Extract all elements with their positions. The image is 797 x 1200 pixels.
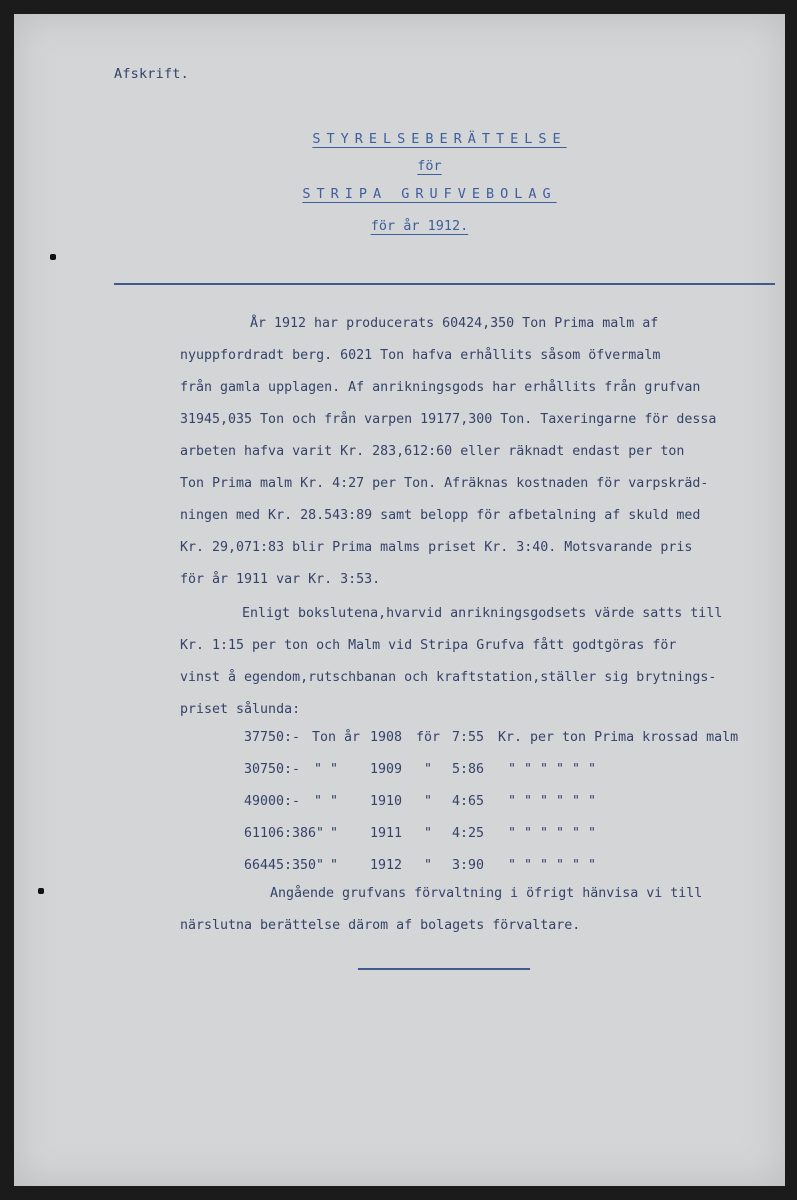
table-cell-tail: Kr. per ton Prima krossad malm	[498, 730, 739, 745]
afskrift-label: Afskrift.	[114, 66, 189, 82]
table-cell-tons: 49000:-	[244, 794, 301, 809]
text-line: vinst å egendom,rutschbanan och kraftstation,ställer sig brytnings-	[180, 670, 717, 685]
table-cell-year: 1912	[370, 858, 403, 873]
end-rule	[358, 968, 530, 970]
title-line-2: för	[417, 158, 442, 174]
table-cell-year: 1908	[370, 730, 403, 745]
text-line: från gamla upplagen. Af anrikningsgods har erhållits från grufvan	[180, 380, 701, 395]
text-line: Angående grufvans förvaltning i öfrigt hänvisa vi till	[270, 886, 703, 901]
text-line: 31945,035 Ton och från varpen 19177,300 Ton. Taxeringarne för dessa	[180, 412, 717, 427]
table-cell-unit: " "	[314, 794, 339, 809]
table-cell-price: 4:25	[452, 826, 485, 841]
table-cell-unit: "	[330, 858, 339, 873]
table-cell-year: 1911	[370, 826, 403, 841]
text-line: Kr. 29,071:83 blir Prima malms priset Kr. 3:40. Motsvarande pris	[180, 540, 693, 555]
text-line: för år 1911 var Kr. 3:53.	[180, 572, 381, 587]
table-cell-tons: 30750:-	[244, 762, 301, 777]
title-line-1: STYRELSEBERÄTTELSE	[312, 131, 567, 147]
text-line: priset sålunda:	[180, 702, 301, 717]
punch-mark	[38, 888, 44, 894]
text-line: Kr. 1:15 per ton och Malm vid Stripa Grufva fått godtgöras för	[180, 638, 677, 653]
document-page	[14, 14, 785, 1186]
table-cell-price: 5:86	[452, 762, 485, 777]
table-cell-tail: " " " " " "	[508, 858, 597, 873]
text-line: arbeten hafva varit Kr. 283,612:60 eller räknadt endast per ton	[180, 444, 685, 459]
table-cell-unit: " "	[314, 762, 339, 777]
separator-rule	[114, 283, 775, 285]
table-cell-for: "	[424, 826, 433, 841]
text-line: Ton Prima malm Kr. 4:27 per Ton. Afräknas kostnaden för varpskräd-	[180, 476, 709, 491]
text-line: nyuppfordradt berg. 6021 Ton hafva erhållits såsom öfvermalm	[180, 348, 661, 363]
table-cell-unit: "	[330, 826, 339, 841]
text-line: närslutna berättelse därom af bolagets förvaltare.	[180, 918, 581, 933]
text-line: År 1912 har producerats 60424,350 Ton Prima malm af	[250, 316, 659, 331]
table-cell-year: 1910	[370, 794, 403, 809]
table-cell-tons: 37750:-	[244, 730, 301, 745]
table-cell-tons: 66445:350"	[244, 858, 325, 873]
table-cell-price: 3:90	[452, 858, 485, 873]
table-cell-for: "	[424, 794, 433, 809]
text-line: ningen med Kr. 28.543:89 samt belopp för afbetalning af skuld med	[180, 508, 701, 523]
table-cell-for: för	[416, 730, 441, 745]
table-cell-for: "	[424, 762, 433, 777]
table-cell-tons: 61106:386"	[244, 826, 325, 841]
title-line-3: STRIPA GRUFVEBOLAG	[302, 186, 557, 202]
punch-mark	[50, 254, 56, 260]
table-cell-tail: " " " " " "	[508, 794, 597, 809]
table-cell-unit: Ton år	[312, 730, 361, 745]
table-cell-for: "	[424, 858, 433, 873]
table-cell-tail: " " " " " "	[508, 826, 597, 841]
table-cell-price: 7:55	[452, 730, 485, 745]
text-line: Enligt bokslutena,hvarvid anrikningsgodsets värde satts till	[242, 606, 723, 621]
table-cell-tail: " " " " " "	[508, 762, 597, 777]
table-cell-year: 1909	[370, 762, 403, 777]
title-line-4: för år 1912.	[370, 218, 469, 234]
table-cell-price: 4:65	[452, 794, 485, 809]
